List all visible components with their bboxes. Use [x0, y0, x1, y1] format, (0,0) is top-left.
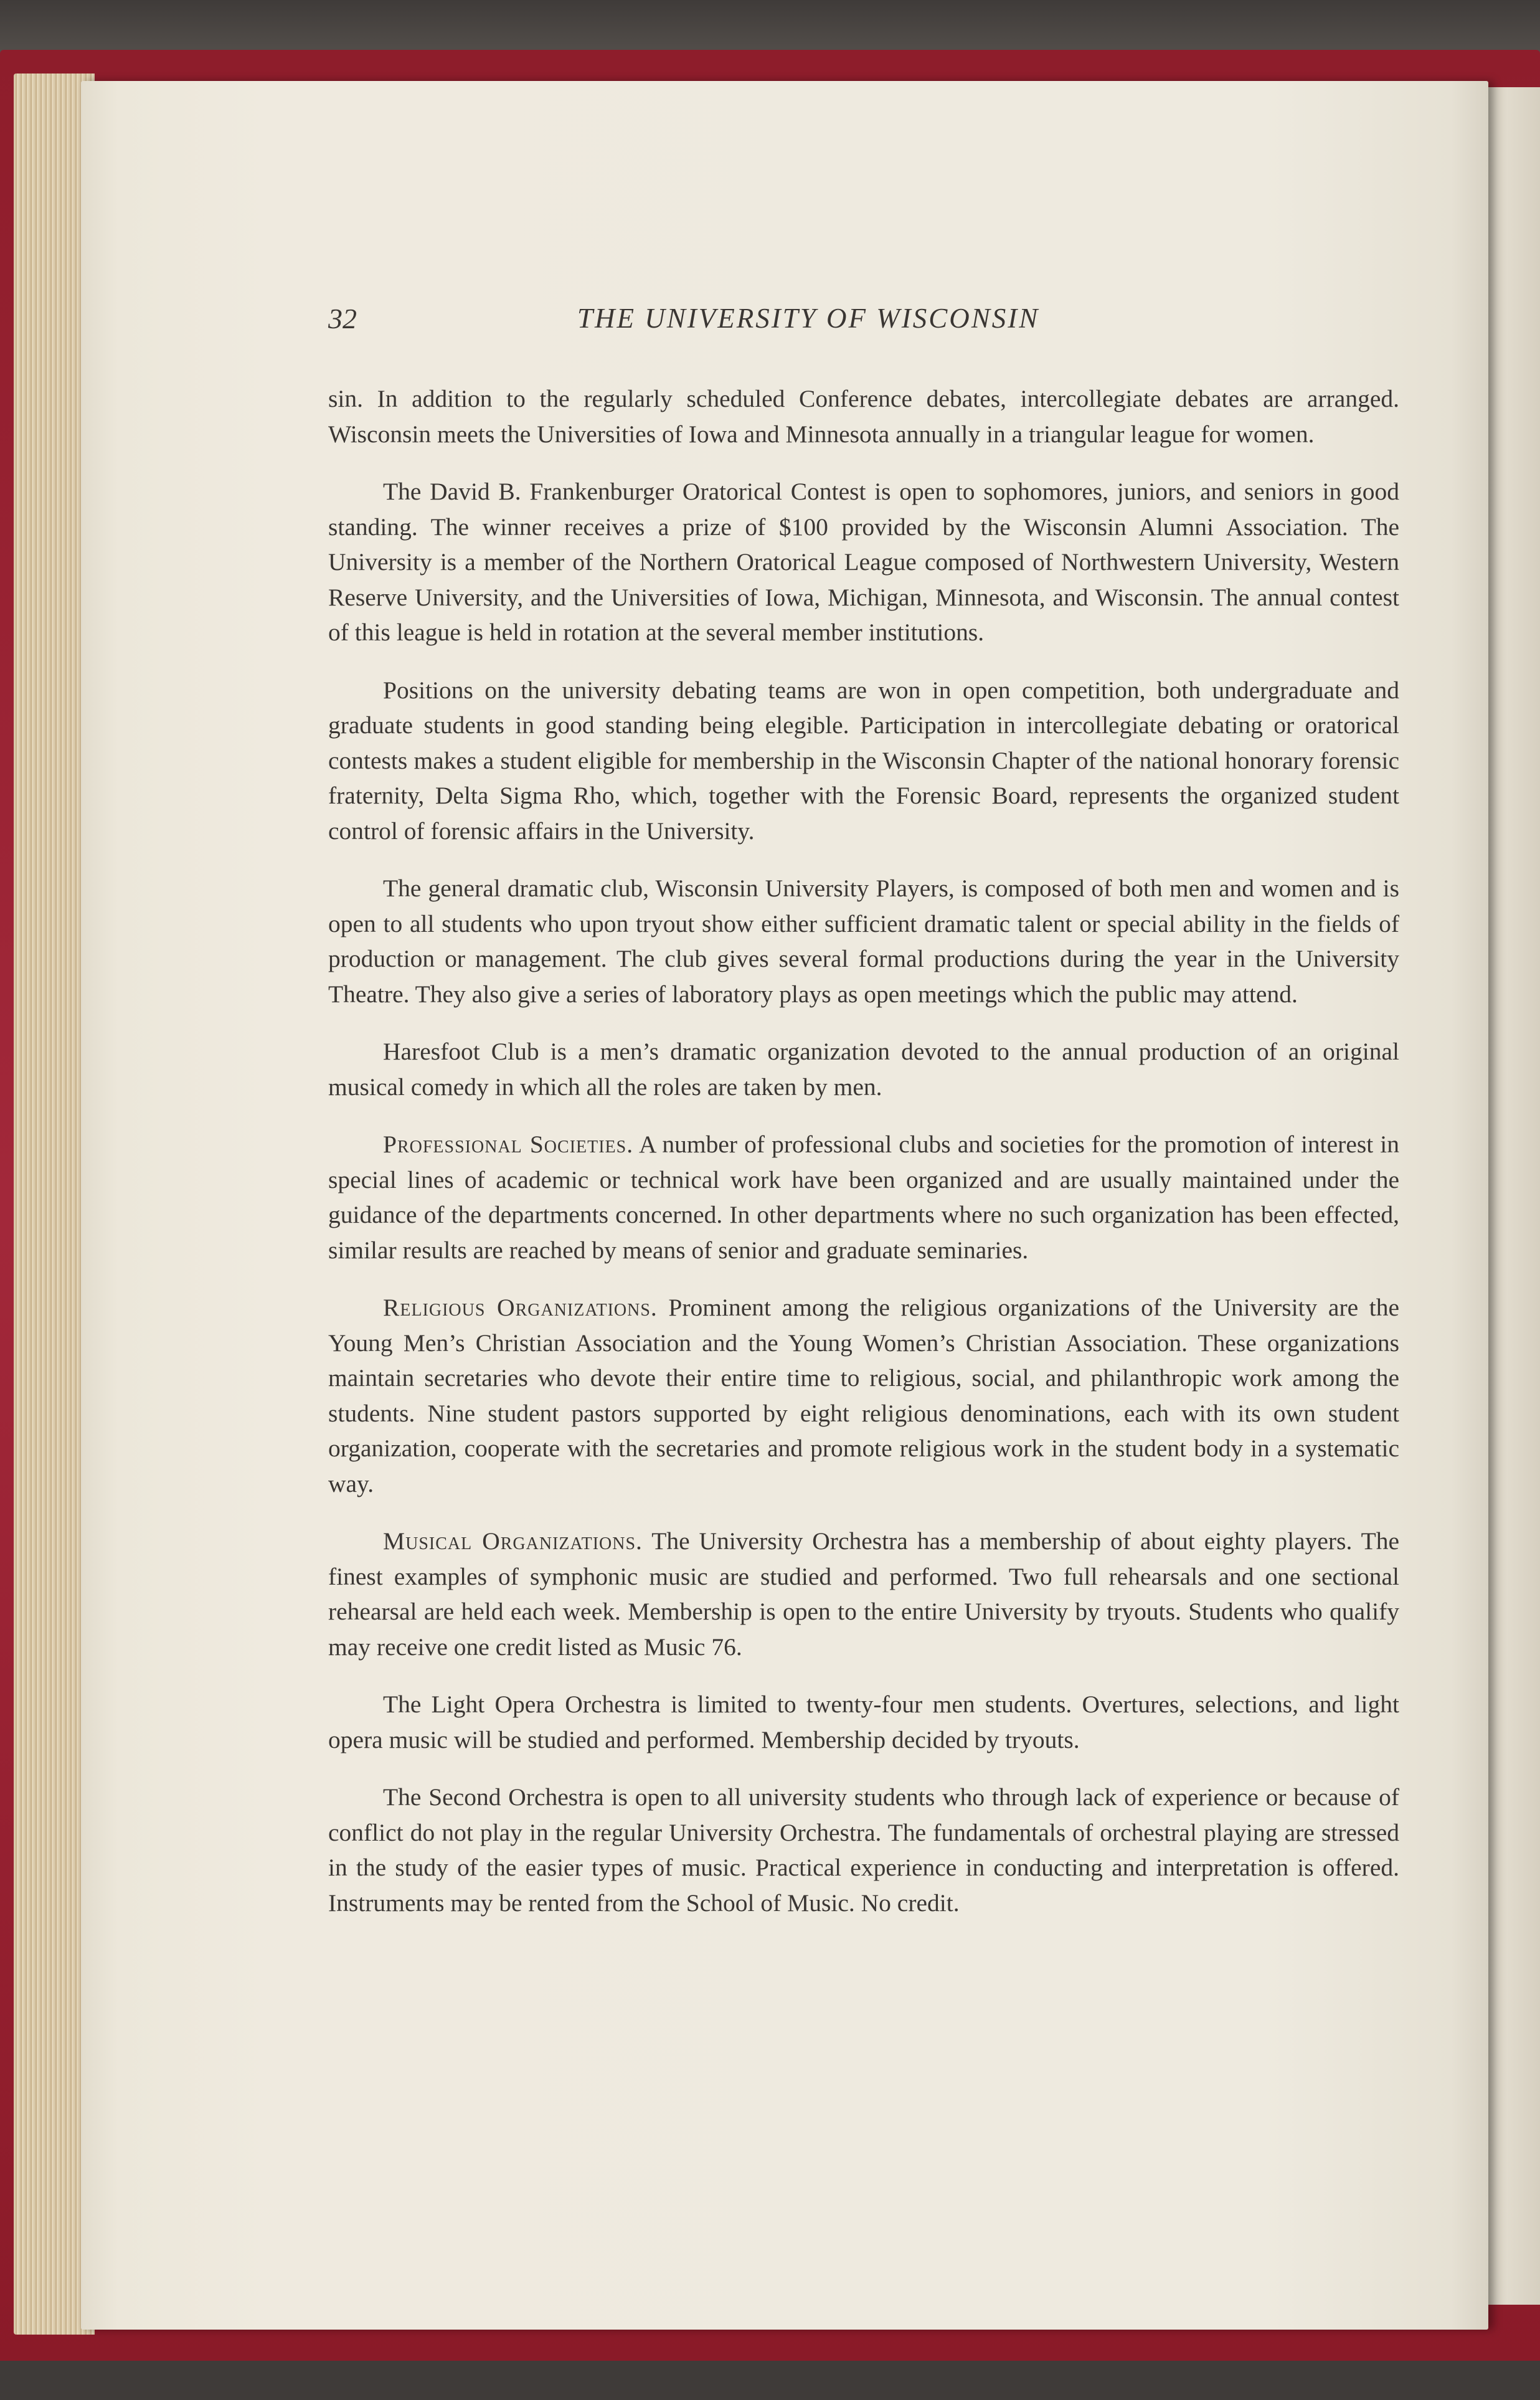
paragraph: Musical Organizations. The University Orchestra has a membership of about eighty players. The finest examples of symphonic music are studied and performed. Two full rehearsals and one sectional rehearsal are held each week. Membership is open to the entire University by tryouts. Students who qualify may receive one credit listed as Music 76.: [328, 1527, 1399, 1661]
paragraph: Positions on the university debating teams are won in open competition, both undergraduate and graduate students in good standing being elegible. Participation in intercollegiate debating or oratorical contests makes a student eligible for membership in the Wisconsin Chapter of the national honorary forensic fraternity, Delta Sigma Rho, which, together with the Forensic Board, represents the organized student control of forensic affairs in the University.: [328, 676, 1399, 845]
running-title: THE UNIVERSITY OF WISCONSIN: [577, 303, 1040, 334]
page-body: [328, 381, 1399, 1920]
section-heading: Religious Organizations.: [383, 1294, 658, 1321]
paragraph: Professional Societies. A number of professional clubs and societies for the promotion of interest in special lines of academic or technical work have been organized and are usually maintained under the guidance of the departments concerned. In other departments where no such organization has been effected, similar results are reached by means of senior and graduate seminaries.: [328, 1131, 1399, 1264]
paragraph: Haresfoot Club is a men’s dramatic organization devoted to the annual production of an original musical comedy in which all the roles are taken by men.: [328, 1038, 1399, 1101]
page-header: [328, 302, 1150, 346]
background-bottom-band: [0, 2361, 1540, 2400]
paragraph: The Light Opera Orchestra is limited to twenty-four men students. Overtures, selections, and light opera music will be studied and performed. Membership decided by tryouts.: [328, 1691, 1399, 1753]
next-page-edge: [1485, 87, 1540, 2305]
section-heading: Professional Societies.: [383, 1131, 634, 1158]
paragraph: The David B. Frankenburger Oratorical Contest is open to sophomores, juniors, and seniors in good standing. The winner receives a prize of $100 provided by the Wisconsin Alumni Association. The University is a member of the Northern Oratorical League composed of Northwestern University, Western Reserve University, and the Universities of Iowa, Michigan, Minnesota, and Wisconsin. The annual contest of this league is held in rotation at the several member institutions.: [328, 478, 1399, 646]
paragraph: Religious Organizations. Prominent among the religious organizations of the University are the Young Men’s Christian Association and the Young Women’s Christian Association. These organizations maintain secretaries who devote their entire time to religious, social, and philanthropic work among the students. Nine student pastors supported by eight religious denominations, each with its own student organization, cooperate with the secretaries and promote religious work in the student body in a systematic way.: [328, 1294, 1399, 1497]
paragraph: sin. In addition to the regularly scheduled Conference debates, intercollegiate debates are arranged. Wisconsin meets the Universities of Iowa and Minnesota annually in a triangular league for women.: [328, 385, 1399, 448]
page-number: 32: [328, 303, 357, 334]
paragraph: The general dramatic club, Wisconsin University Players, is composed of both men and women and is open to all students who upon tryout show either sufficient dramatic talent or special ability in the fields of production or management. The club gives several formal productions during the year in the University Theatre. They also give a series of laboratory plays as open meetings which the public may attend.: [328, 875, 1399, 1008]
paragraph: The Second Orchestra is open to all university students who through lack of experience or because of conflict do not play in the regular University Orchestra. The fundamentals of orchestral playing are stressed in the study of the easier types of music. Practical experience in conducting and interpretation is offered. Instruments may be rented from the School of Music. No credit.: [328, 1783, 1399, 1917]
section-heading: Musical Organizations.: [383, 1527, 643, 1555]
